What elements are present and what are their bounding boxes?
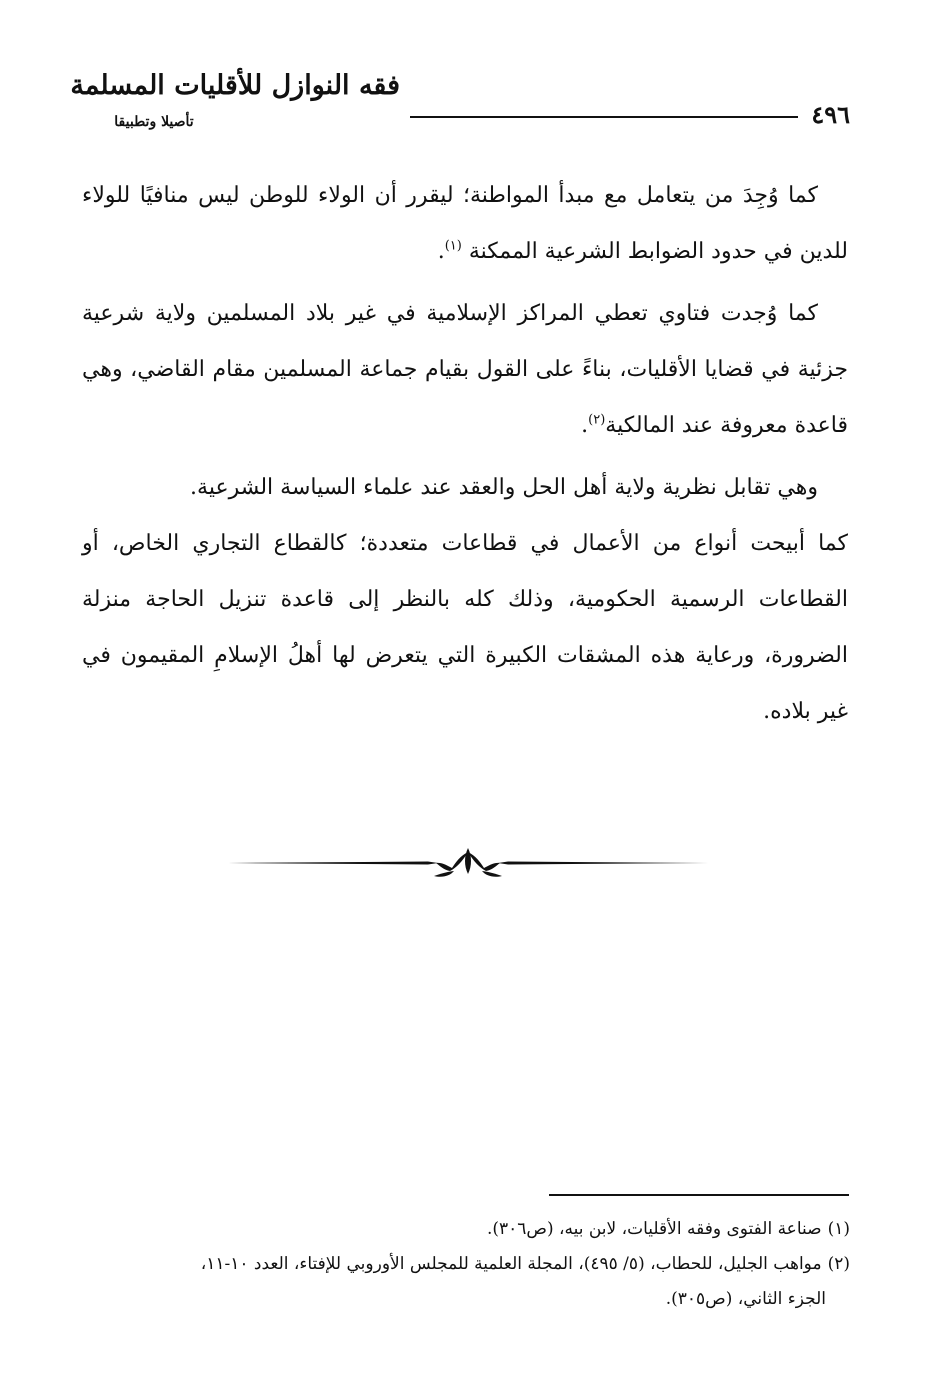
footnote-2-text: مواهب الجليل، للحطاب، (٥/ ٤٩٥)، المجلة العلمية للمجلس الأوروبي للإفتاء، العدد ١٠-١١، [200, 1254, 822, 1274]
footnote-2-label: (٢) [827, 1254, 850, 1274]
paragraph-4: كما أبيحت أنواع من الأعمال في قطاعات متعددة؛ كالقطاع التجاري الخاص، أو القطاعات الرسمية الحكومية، وذلك كله بالنظر إلى قاعدة تنزيل الحاجة منزلة الضرورة، ورعاية هذه المشقات الكبيرة التي يتعرض لها أهلُ الإسلامِ المقيمون في غير بلاده. [82, 531, 848, 724]
paragraph-2-end: . [581, 413, 589, 438]
footnote-ref-2[interactable]: (٢) [588, 412, 606, 428]
paragraph-1 [82, 168, 848, 280]
paragraph-2-text: كما وُجدت فتاوي تعطي المراكز الإسلامية في غير بلاد المسلمين ولاية شرعية جزئية في قضايا الأقليات، بناءً على القول بقيام جماعة المسلمين مقام القاضي، وهي قاعدة معروفة عند المالكية [82, 301, 848, 438]
paragraph-3: وهي تقابل نظرية ولاية أهل الحل والعقد عند علماء السياسة الشرعية. [190, 475, 818, 500]
page-number: ٤٩٦ [811, 100, 850, 129]
footnote-ref-1[interactable]: (١) [444, 238, 462, 254]
main-text [82, 168, 848, 740]
footnote-2 [82, 1247, 850, 1282]
running-header [70, 68, 850, 148]
footnote-1-text: صناعة الفتوى وفقه الأقليات، لابن بيه، (ص٣٠٦). [486, 1219, 822, 1239]
paragraph-1-end: . [437, 239, 445, 264]
footnote-separator [549, 1194, 849, 1196]
footnotes [82, 1212, 850, 1317]
book-title-calligraphy: فقه النوازل للأقليات المسلمة [70, 70, 400, 101]
paragraph-1-text: كما وُجِدَ من يتعامل مع مبدأ المواطنة؛ ليقرر أن الولاء للوطن ليس منافيًا للولاء للدين في حدود الضوابط الشرعية الممكنة [82, 183, 848, 264]
book-subtitle: تأصيلا وتطبيقا [114, 114, 194, 130]
footnote-1 [82, 1212, 850, 1247]
paragraph-2 [82, 286, 848, 454]
header-rule [410, 116, 798, 118]
footnote-1-label: (١) [827, 1219, 850, 1239]
section-divider-ornament [228, 838, 708, 888]
footnote-2-continuation: الجزء الثاني، (ص٣٠٥). [665, 1289, 826, 1309]
